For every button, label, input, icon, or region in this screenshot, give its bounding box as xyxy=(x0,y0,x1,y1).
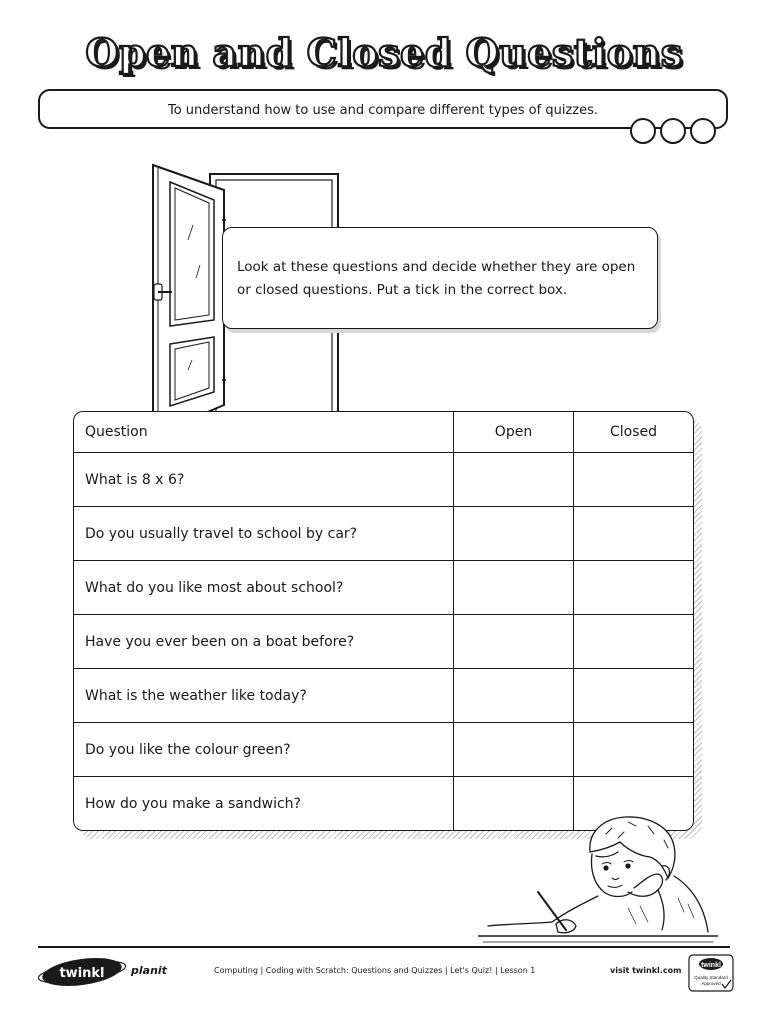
question-text: What is 8 x 6? xyxy=(74,453,454,506)
table-row xyxy=(74,452,693,506)
badge-line-1: Quality Standard xyxy=(694,975,728,980)
closed-tick-box[interactable] xyxy=(574,615,693,668)
closed-tick-box[interactable] xyxy=(574,507,693,560)
footer-divider xyxy=(38,946,730,948)
question-text: Do you like the colour green? xyxy=(74,723,454,776)
open-tick-box[interactable] xyxy=(454,507,574,560)
instructions-text: Look at these questions and decide whether they are open or closed questions. Put a tick in the correct box. xyxy=(237,259,636,298)
closed-tick-box[interactable] xyxy=(574,561,693,614)
objective-text: To understand how to use and compare different types of quizzes. xyxy=(167,103,598,118)
header-question: Question xyxy=(74,412,454,452)
quality-badge-icon xyxy=(688,954,734,992)
instructions-box xyxy=(222,227,658,329)
header-open: Open xyxy=(454,412,574,452)
open-tick-box[interactable] xyxy=(454,615,574,668)
table-row xyxy=(74,560,693,614)
learning-objective xyxy=(38,89,728,129)
table-header-row xyxy=(74,412,693,452)
thinking-boy-icon xyxy=(478,812,718,947)
closed-tick-box[interactable] xyxy=(574,669,693,722)
open-tick-box[interactable] xyxy=(454,669,574,722)
open-tick-box[interactable] xyxy=(454,453,574,506)
table-row xyxy=(74,722,693,776)
twinkl-logo-icon xyxy=(38,955,128,989)
planit-brand: planit xyxy=(131,964,167,977)
table-row xyxy=(74,614,693,668)
question-text: Do you usually travel to school by car? xyxy=(74,507,454,560)
open-tick-box[interactable] xyxy=(454,561,574,614)
question-text: What do you like most about school? xyxy=(74,561,454,614)
page-title: Open and Closed Questions xyxy=(85,30,683,75)
question-text: How do you make a sandwich? xyxy=(74,777,454,830)
header-closed: Closed xyxy=(609,424,658,440)
question-text: Have you ever been on a boat before? xyxy=(74,615,454,668)
closed-tick-box[interactable] xyxy=(574,723,693,776)
decorative-circles-icon xyxy=(630,118,716,142)
badge-title: twinkl xyxy=(701,962,721,969)
question-text: What is the weather like today? xyxy=(74,669,454,722)
open-tick-box[interactable] xyxy=(454,723,574,776)
table-row xyxy=(74,506,693,560)
footer-lesson-info: Computing | Coding with Scratch: Questions and Quizzes | Let's Quiz! | Lesson 1 xyxy=(214,966,536,975)
badge-line-2: Approved xyxy=(701,981,721,986)
logo-text: twinkl xyxy=(59,966,105,981)
footer-visit-link[interactable]: visit twinkl.com xyxy=(610,966,682,975)
closed-tick-box[interactable] xyxy=(574,453,693,506)
questions-table xyxy=(73,411,694,831)
table-row xyxy=(74,668,693,722)
